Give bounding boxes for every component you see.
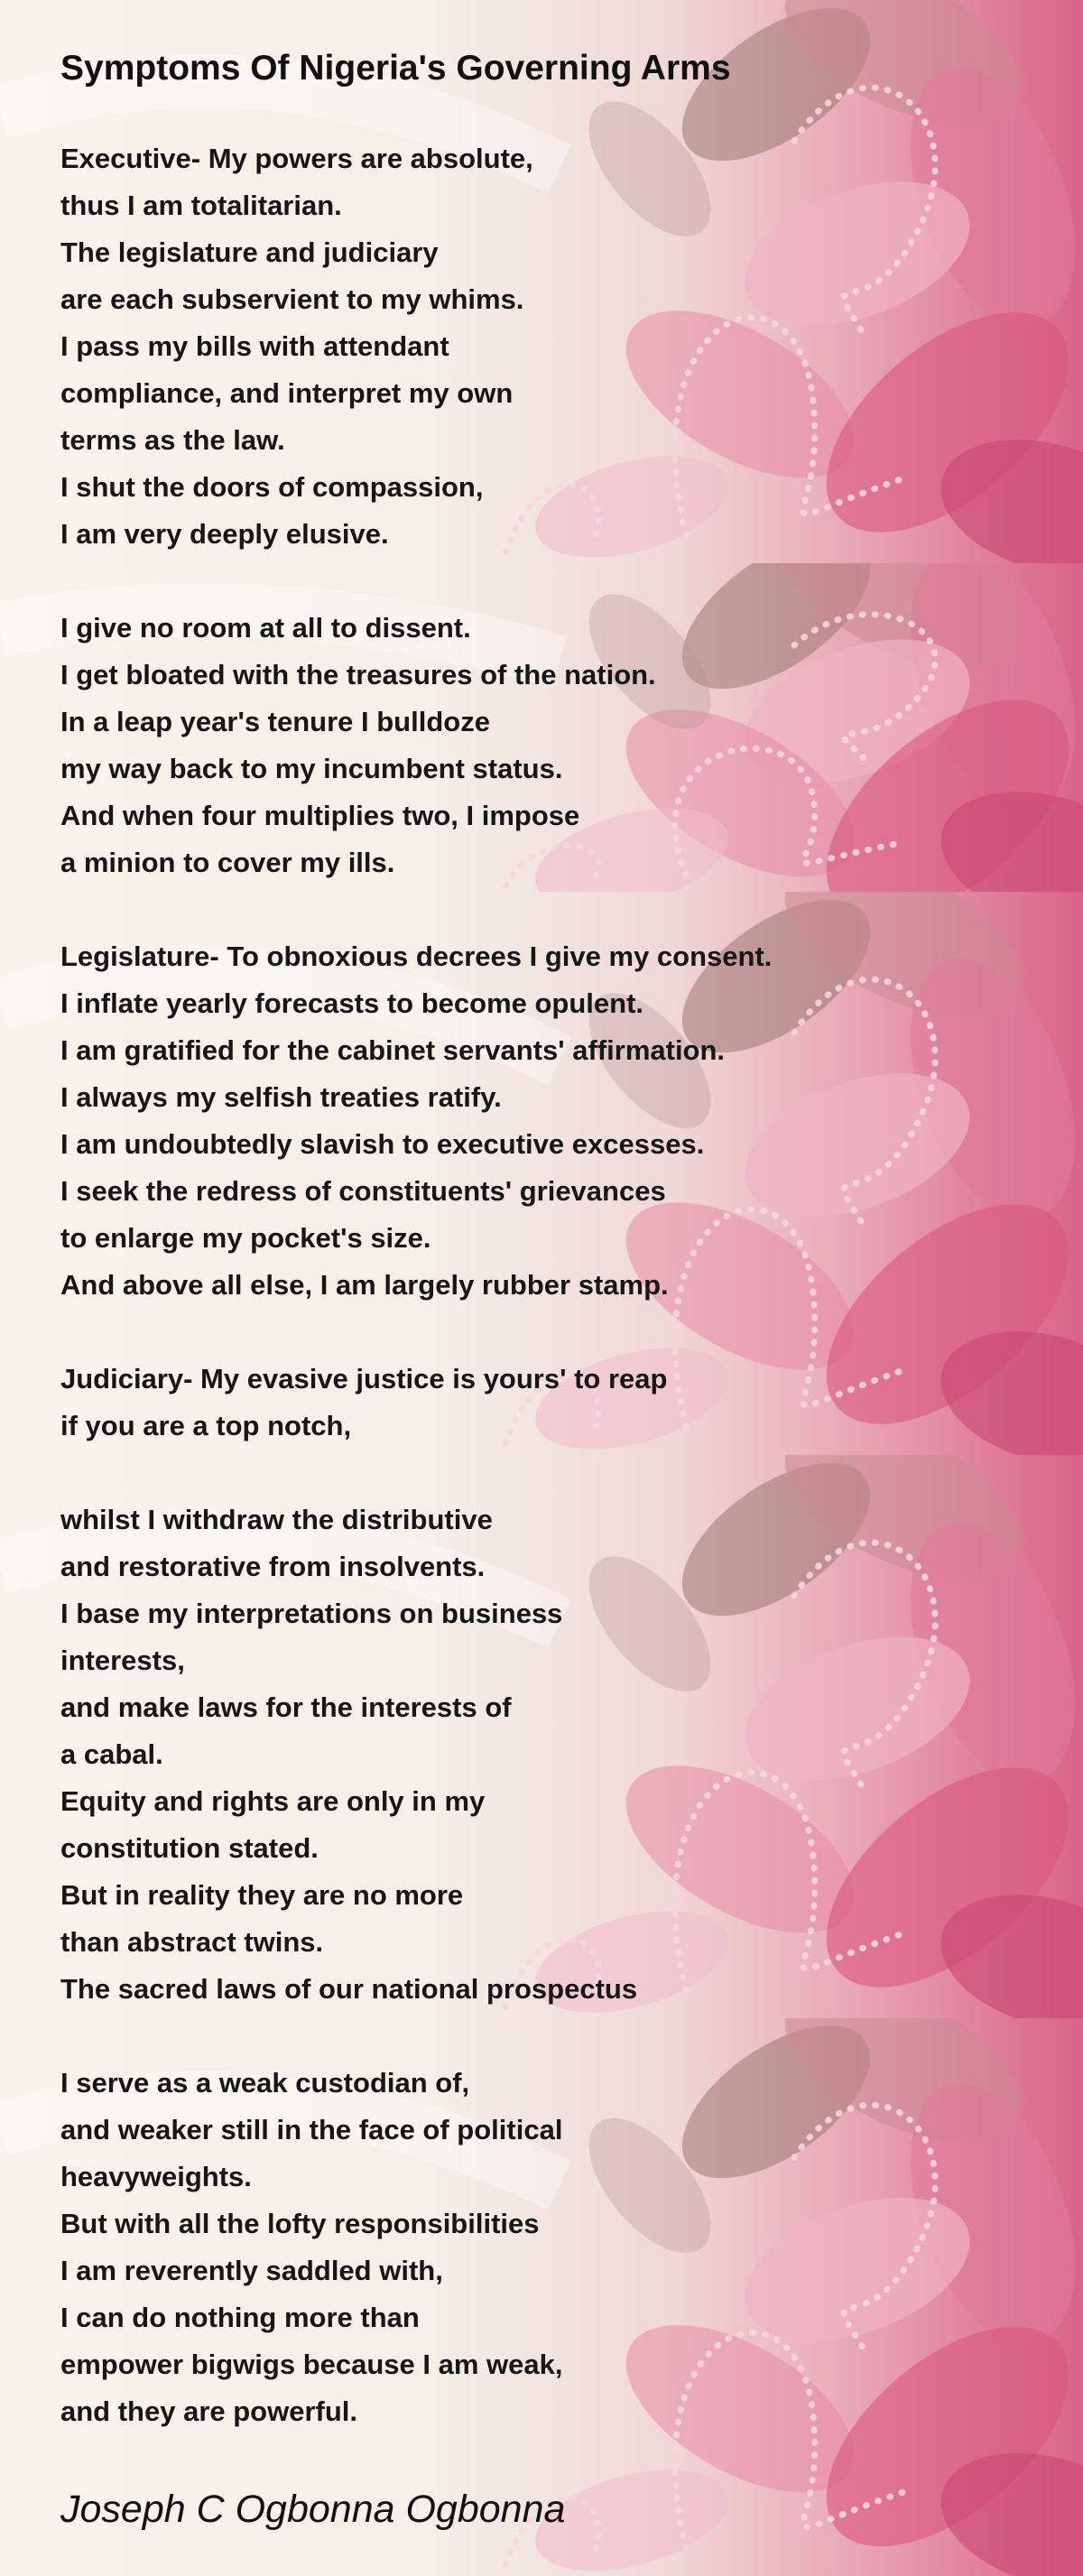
poem-line: The sacred laws of our national prospectus xyxy=(60,1973,638,2005)
poem-line: In a leap year's tenure I bulldoze xyxy=(60,706,490,737)
poem-line: than abstract twins. xyxy=(60,1926,324,1958)
poem-line: I can do nothing more than xyxy=(60,2302,420,2333)
poem-line: I pass my bills with attendant xyxy=(60,330,449,362)
poem-line: I get bloated with the treasures of the nation. xyxy=(60,659,656,690)
poem-line: and restorative from insolvents. xyxy=(60,1551,486,1582)
poem-line: compliance, and interpret my own xyxy=(60,377,514,409)
poem-line: are each subservient to my whims. xyxy=(60,283,524,315)
poem-line: Legislature- To obnoxious decrees I give my consent. xyxy=(60,941,773,972)
poem-line: and weaker still in the face of political xyxy=(60,2114,563,2145)
poem-line: But in reality they are no more xyxy=(60,1879,464,1911)
poem-line: And when four multiplies two, I impose xyxy=(60,800,580,831)
poem-line: if you are a top notch, xyxy=(60,1410,352,1441)
poem-line: thus I am totalitarian. xyxy=(60,190,342,221)
poem-line: I give no room at all to dissent. xyxy=(60,612,471,644)
poem-line: I seek the redress of constituents' grievances xyxy=(60,1175,666,1207)
poem-line: empower bigwigs because I am weak, xyxy=(60,2349,563,2380)
poem-line: interests, xyxy=(60,1645,185,1676)
poem-line: terms as the law. xyxy=(60,424,285,456)
poem-line: Executive- My powers are absolute, xyxy=(60,143,533,174)
poem-line: I am reverently saddled with, xyxy=(60,2255,443,2286)
poem-line: a cabal. xyxy=(60,1738,163,1770)
poem-line: I serve as a weak custodian of, xyxy=(60,2067,470,2099)
poem-line: and make laws for the interests of xyxy=(60,1691,512,1723)
poem-line: And above all else, I am largely rubber stamp. xyxy=(60,1269,669,1301)
poem-line: heavyweights. xyxy=(60,2161,252,2192)
poem-line: to enlarge my pocket's size. xyxy=(60,1222,431,1254)
poem-line: my way back to my incumbent status. xyxy=(60,753,563,784)
poem-line: I always my selfish treaties ratify. xyxy=(60,1081,502,1113)
poem-line: I am gratified for the cabinet servants' affirmation. xyxy=(60,1034,726,1066)
poem-author: Joseph C Ogbonna Ogbonna xyxy=(60,2488,566,2531)
poem-line: The legislature and judiciary xyxy=(60,236,439,268)
poem-line: I am very deeply elusive. xyxy=(60,518,389,550)
poem-line: I am undoubtedly slavish to executive excesses. xyxy=(60,1128,705,1160)
poem-line: I shut the doors of compassion, xyxy=(60,471,484,503)
poem-line: constitution stated. xyxy=(60,1832,319,1864)
poem-line: I inflate yearly forecasts to become opulent. xyxy=(60,987,644,1019)
poem-line: a minion to cover my ills. xyxy=(60,847,395,878)
poem-title: Symptoms Of Nigeria's Governing Arms xyxy=(60,49,731,88)
poem-line: Judiciary- My evasive justice is yours' to reap xyxy=(60,1363,668,1395)
poem-line: But with all the lofty responsibilities xyxy=(60,2208,540,2239)
poem-line: I base my interpretations on business xyxy=(60,1598,563,1629)
poem-line: whilst I withdraw the distributive xyxy=(60,1504,493,1535)
poem-line: Equity and rights are only in my xyxy=(60,1785,486,1817)
poem-line: and they are powerful. xyxy=(60,2395,358,2427)
